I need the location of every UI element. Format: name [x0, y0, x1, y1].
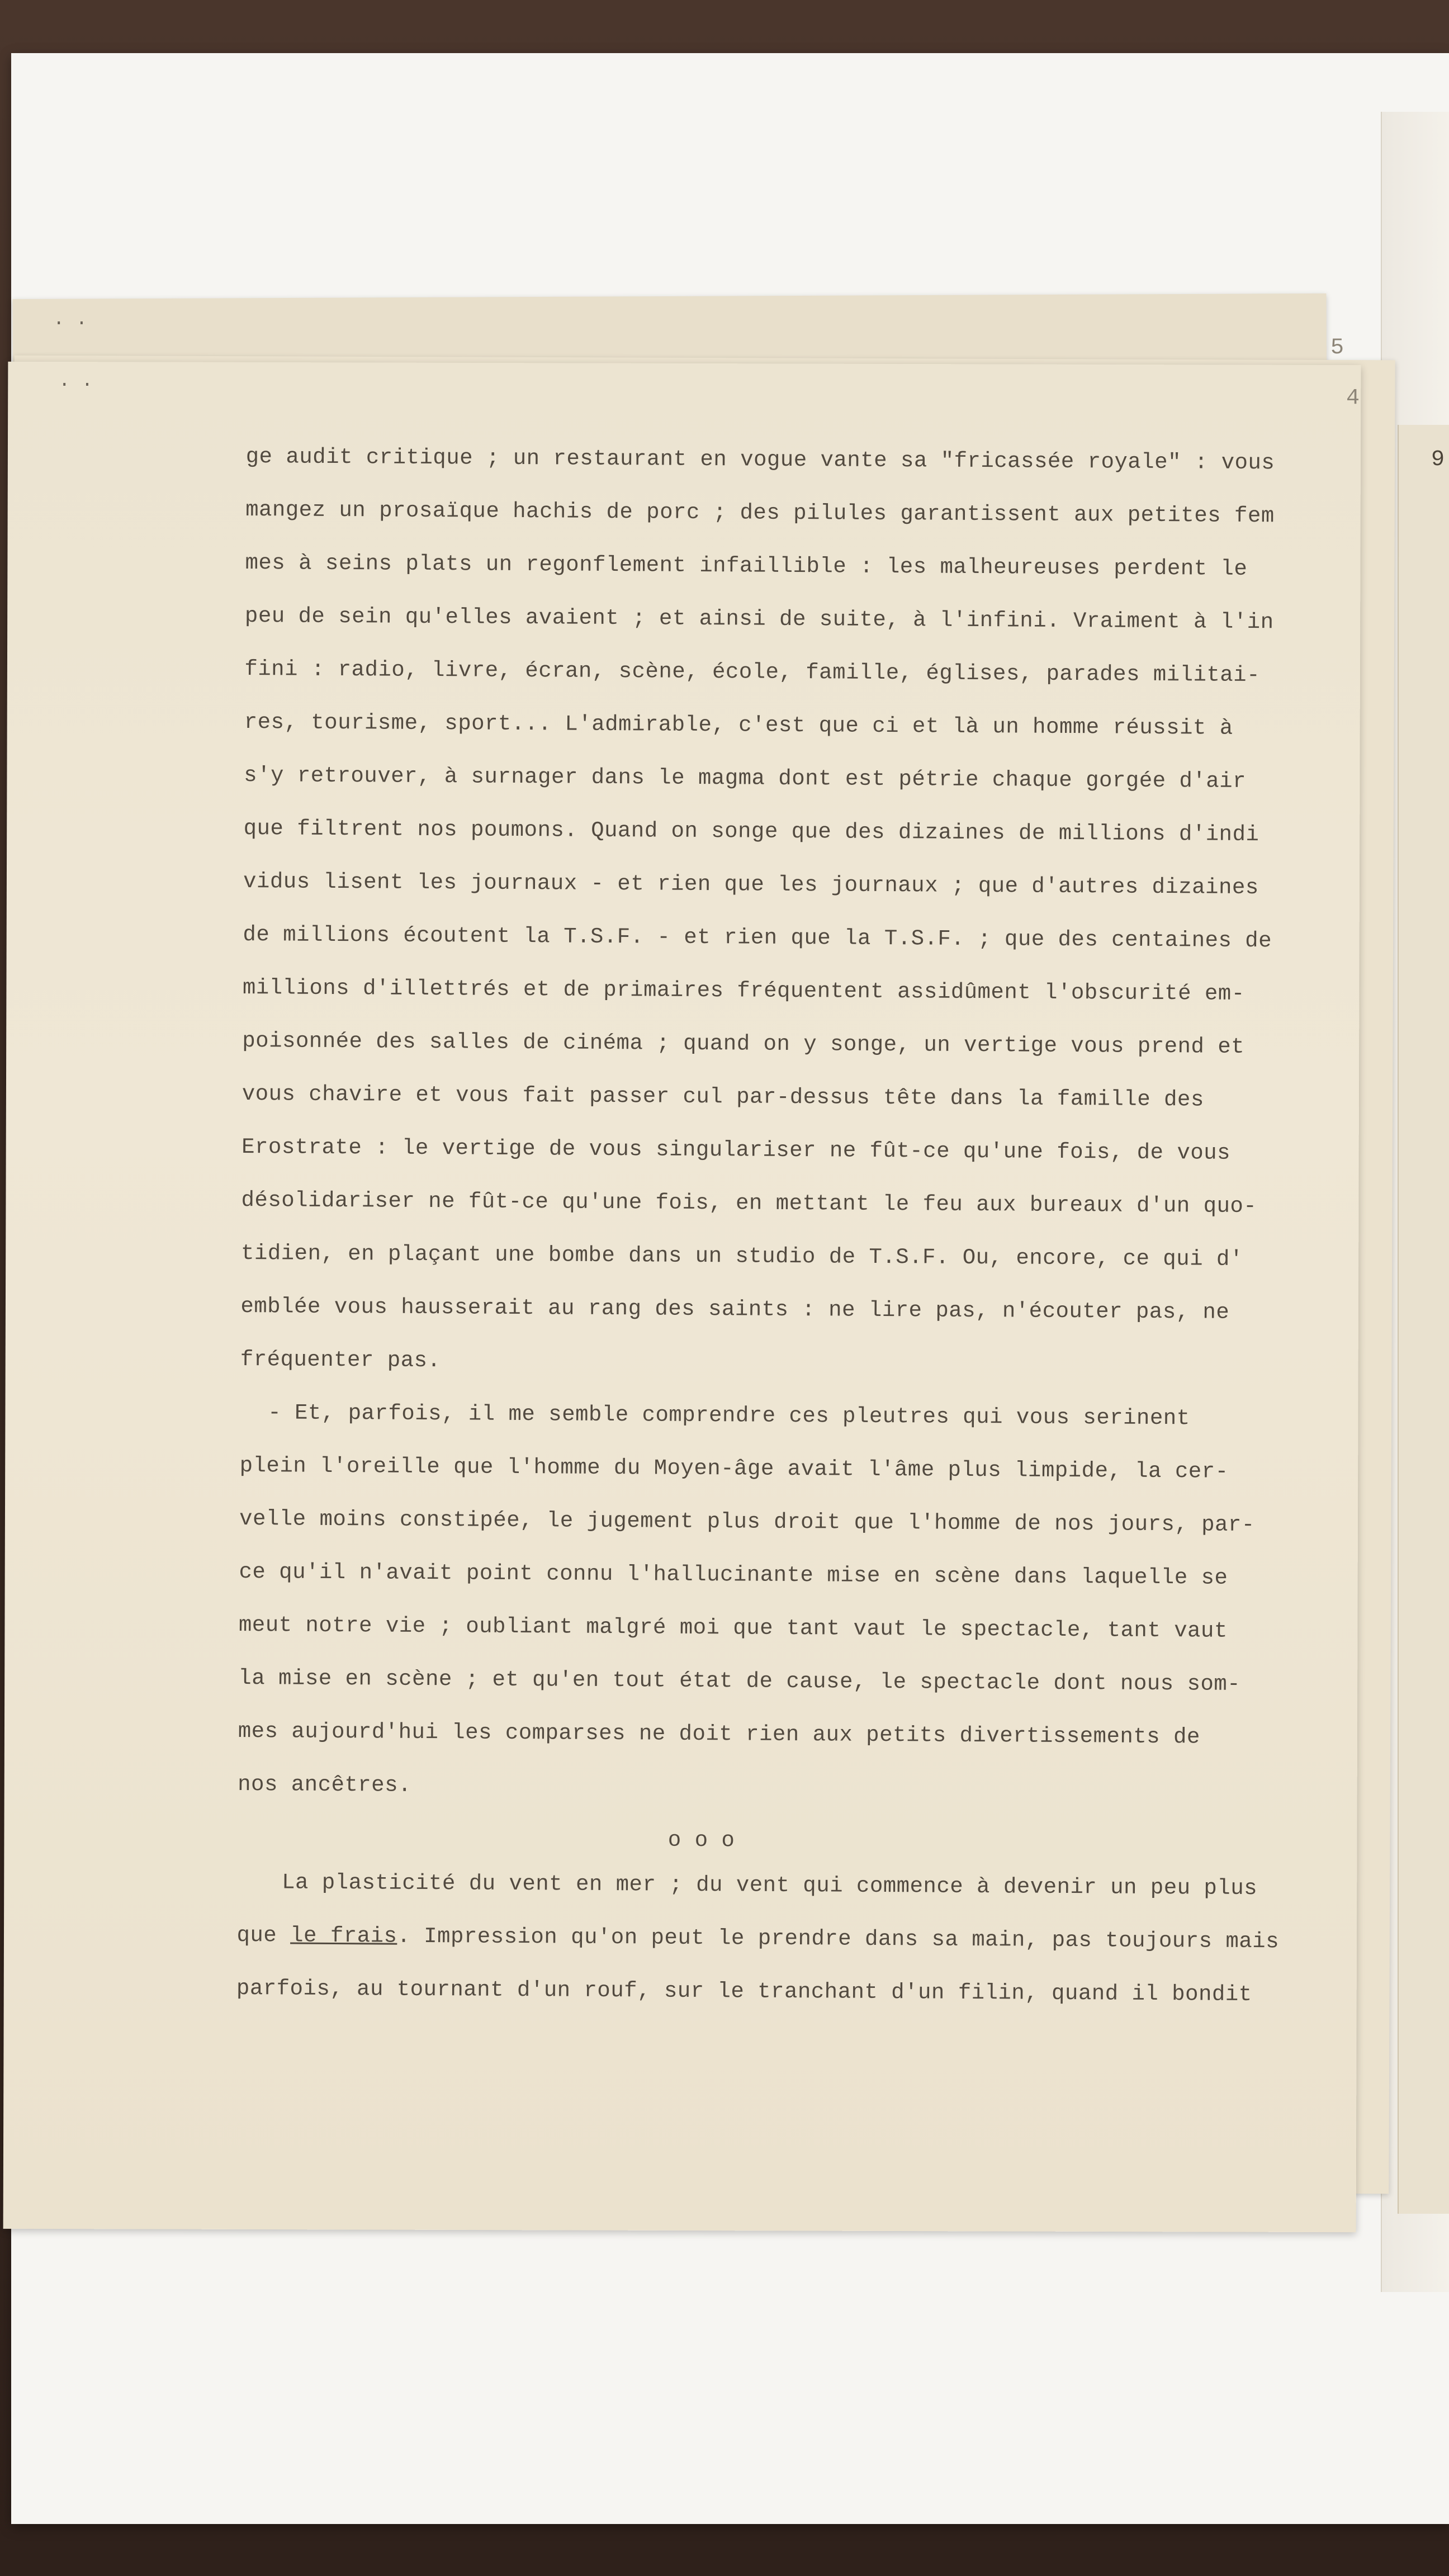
text-line: peu de sein qu'elles avaient ; et ainsi de suite, à l'infini. Vraiment à l'in	[244, 603, 1274, 635]
text-line: désolidariser ne fût-ce qu'une fois, en mettant le feu aux bureaux d'un quo-	[241, 1187, 1257, 1219]
text-fragment: que	[236, 1922, 291, 1948]
paragraph-2-line: mes aujourd'hui les comparses ne doit rien aux petits divertissements de	[238, 1718, 1200, 1750]
paragraph-2-line: ce qu'il n'avait point connu l'hallucinante mise en scène dans laquelle se	[239, 1559, 1228, 1590]
page-number-side: 9	[1431, 447, 1445, 472]
text-line: que filtrent nos poumons. Quand on songe que des dizaines de millions d'indi	[243, 816, 1259, 847]
paragraph-3-line	[236, 1909, 1333, 1969]
corner-mark: · ·	[53, 313, 88, 334]
paragraph-3-line: parfois, au tournant d'un rouf, sur le tranchant d'un filin, quand il bondit	[236, 1976, 1252, 2007]
text-line: vous chavire et vous fait passer cul par-dessus tête dans la famille des	[242, 1081, 1204, 1112]
text-line: vidus lisent les journaux - et rien que les journaux ; que d'autres dizaines	[243, 869, 1259, 901]
text-line: de millions écoutent la T.S.F. - et rien que la T.S.F. ; que des centaines de	[243, 922, 1272, 954]
section-separator: o o o	[667, 1827, 735, 1853]
text-fragment: . Impression qu'on peut le prendre dans sa main, pas toujours mais	[397, 1924, 1280, 1954]
paragraph-2-line: nos ancêtres.	[238, 1772, 412, 1798]
paragraph-3-line: La plasticité du vent en mer ; du vent qui commence à devenir un peu plus	[282, 1870, 1258, 1901]
text-line: Erostrate : le vertige de vous singulariser ne fût-ce qu'une fois, de vous	[242, 1134, 1231, 1166]
paragraph-2-line: velle moins constipée, le jugement plus droit que l'homme de nos jours, par-	[239, 1506, 1255, 1538]
page-number-current: 4	[1346, 386, 1360, 411]
text-line: mangez un prosaïque hachis de porc ; des pilules garantissent aux petites fem	[245, 497, 1275, 529]
corner-mark: · ·	[59, 375, 93, 396]
text-line: mes à seins plats un regonflement infaillible : les malheureuses perdent le	[245, 550, 1248, 581]
paragraph-2-line: - Et, parfois, il me semble comprendre ces pleutres qui vous serinent	[268, 1400, 1190, 1431]
text-line: s'y retrouver, à surnager dans le magma dont est pétrie chaque gorgée d'air	[244, 763, 1247, 794]
text-line: millions d'illettrés et de primaires fréquentent assidûment l'obscurité em-	[242, 975, 1245, 1006]
paragraph-2-line: la mise en scène ; et qu'en tout état de cause, le spectacle dont nous som-	[238, 1665, 1241, 1697]
page-number-back: 5	[1330, 335, 1344, 361]
paragraph-2-line: meut notre vie ; oubliant malgré moi que tant vaut le spectacle, tant vaut	[238, 1612, 1228, 1644]
text-line: fréquenter pas.	[240, 1347, 441, 1374]
text-line: poisonnée des salles de cinéma ; quand on y songe, un vertige vous prend et	[242, 1028, 1245, 1059]
text-line: tidien, en plaçant une bombe dans un studio de T.S.F. Ou, encore, ce qui d'	[240, 1240, 1243, 1272]
text-line: fini : radio, livre, écran, scène, école, famille, églises, parades militai-	[244, 656, 1261, 688]
side-sheet	[1398, 425, 1449, 2214]
document-body	[236, 430, 1342, 2022]
underlined-phrase: le frais	[290, 1923, 397, 1949]
paragraph-2-line: plein l'oreille que l'homme du Moyen-âge avait l'âme plus limpide, la cer-	[239, 1453, 1229, 1484]
text-line: res, tourisme, sport... L'admirable, c'est que ci et là un homme réussit à	[244, 709, 1233, 741]
text-line: ge audit critique ; un restaurant en vogue vante sa "fricassée royale" : vous	[245, 444, 1275, 476]
text-line: emblée vous hausserait au rang des saints : ne lire pas, n'écouter pas, ne	[240, 1294, 1230, 1325]
